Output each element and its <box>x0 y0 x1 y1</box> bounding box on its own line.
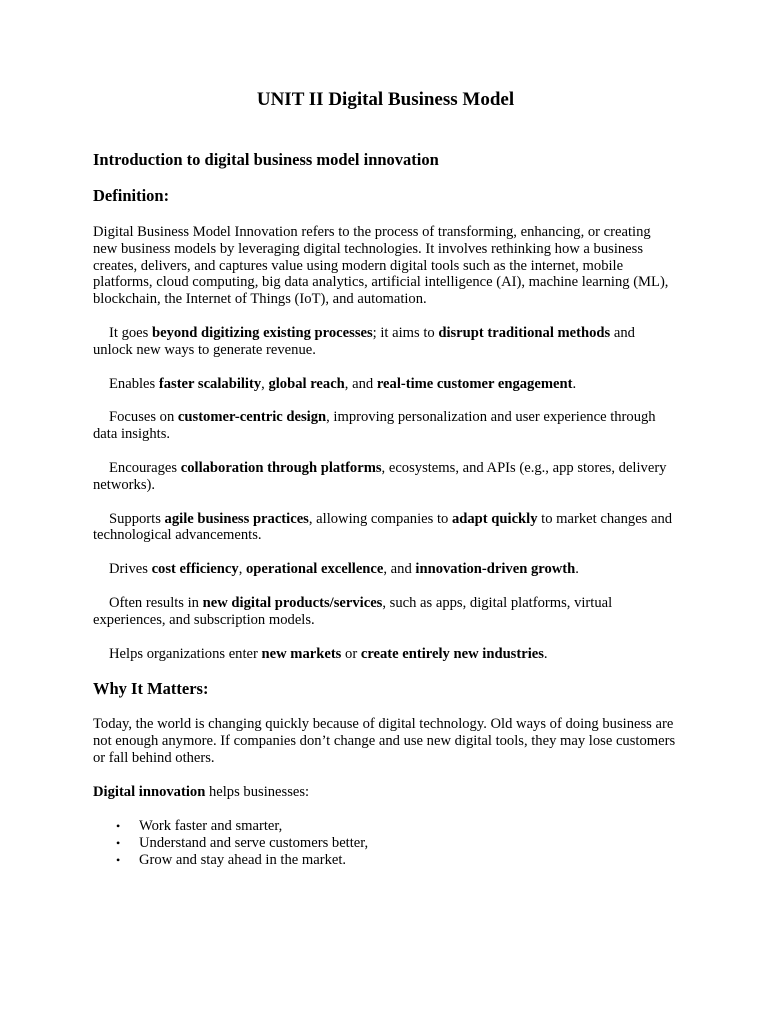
text-span: and unlock new ways to generate revenue. <box>93 324 635 358</box>
text-span: It goes <box>109 324 152 341</box>
definition-heading: Definition: <box>93 186 170 205</box>
point-paragraph <box>93 409 678 443</box>
text-span: , and <box>344 375 377 392</box>
bullet-icon: • <box>116 852 121 867</box>
digital-innovation-paragraph <box>93 784 678 801</box>
text-span: Enables <box>109 375 159 392</box>
text-span: . <box>572 375 577 392</box>
bold-span: create entirely new industries <box>360 645 544 662</box>
point-paragraph <box>93 511 678 545</box>
why-heading: Why It Matters: <box>93 679 209 699</box>
bold-span: new digital products/services <box>202 594 383 611</box>
text-span: to market changes and technological advancements. <box>93 510 673 544</box>
text-span: . <box>543 645 548 662</box>
point-paragraph <box>93 595 678 629</box>
bold-span: faster scalability <box>158 375 262 392</box>
point-paragraph <box>93 646 678 663</box>
text-span: Focuses on <box>109 409 178 426</box>
intro-heading: Introduction to digital business model innovation <box>93 150 439 169</box>
text-span: ; it aims to <box>372 324 439 341</box>
point-paragraph <box>93 325 678 359</box>
text-span: Drives <box>109 561 152 578</box>
list-item-text: Grow and stay ahead in the market. <box>139 851 347 868</box>
bold-span: cost efficiency <box>151 561 239 578</box>
bold-span: customer-centric design <box>177 409 327 426</box>
text-span: , <box>238 561 246 578</box>
bold-span: beyond digitizing existing processes <box>151 324 373 341</box>
text-span: Encourages <box>109 459 181 476</box>
bullet-icon: • <box>116 818 121 833</box>
point-paragraph <box>93 561 678 578</box>
definition-paragraph: Digital Business Model Innovation refers to the process of transforming, enhancing, or creating new business models by leveraging digital technologies. It involves rethinking how a business creates, delivers, and captures value using modern digital tools such as the internet, mobile platforms, cloud computing, big data analytics, artificial intelligence (AI), machine learning (ML), blockchain, the Internet of Things (IoT), and automation. <box>93 224 669 308</box>
bold-span: global reach <box>268 375 345 392</box>
bold-span: agile business practices <box>164 510 309 527</box>
benefits-list <box>93 818 678 869</box>
text-span: Supports <box>109 510 165 527</box>
bold-span: disrupt traditional methods <box>438 324 611 341</box>
text-span: , allowing companies to <box>308 510 452 527</box>
point-paragraph <box>93 460 678 494</box>
bold-span: collaboration through platforms <box>180 459 382 476</box>
text-span: , and <box>383 561 416 578</box>
text-span: , improving personalization and user experience through data insights. <box>93 409 656 443</box>
list-item <box>116 851 678 869</box>
bold-span: new markets <box>261 645 342 662</box>
text-span: , <box>261 375 269 392</box>
list-item-text: Work faster and smarter, <box>139 817 283 834</box>
list-item <box>116 817 678 835</box>
bold-span: innovation-driven growth <box>415 561 576 578</box>
text-span: , such as apps, digital platforms, virtual experiences, and subscription models. <box>93 594 613 628</box>
bold-span: real-time customer engagement <box>376 375 573 392</box>
point-paragraph <box>93 376 678 393</box>
text-span: , ecosystems, and APIs (e.g., app stores, delivery networks). <box>93 459 667 493</box>
text-span: Often results in <box>109 594 203 611</box>
bold-span: Digital innovation <box>93 783 206 800</box>
list-item <box>116 834 678 852</box>
text-span: . <box>575 561 579 578</box>
document-title: UNIT II Digital Business Model <box>256 89 515 110</box>
list-item-text: Understand and serve customers better, <box>139 834 369 851</box>
text-span: Helps organizations enter <box>109 645 262 662</box>
bullet-icon: • <box>116 835 121 850</box>
text-span: or <box>341 645 361 662</box>
why-paragraph: Today, the world is changing quickly because of digital technology. Old ways of doing business are not enough anymore. If companies don’t change and use new digital tools, they may lose customers or fall behind others. <box>93 716 676 766</box>
text-span: helps businesses: <box>205 783 310 800</box>
bold-span: adapt quickly <box>451 510 538 527</box>
bold-span: operational excellence <box>245 561 384 578</box>
